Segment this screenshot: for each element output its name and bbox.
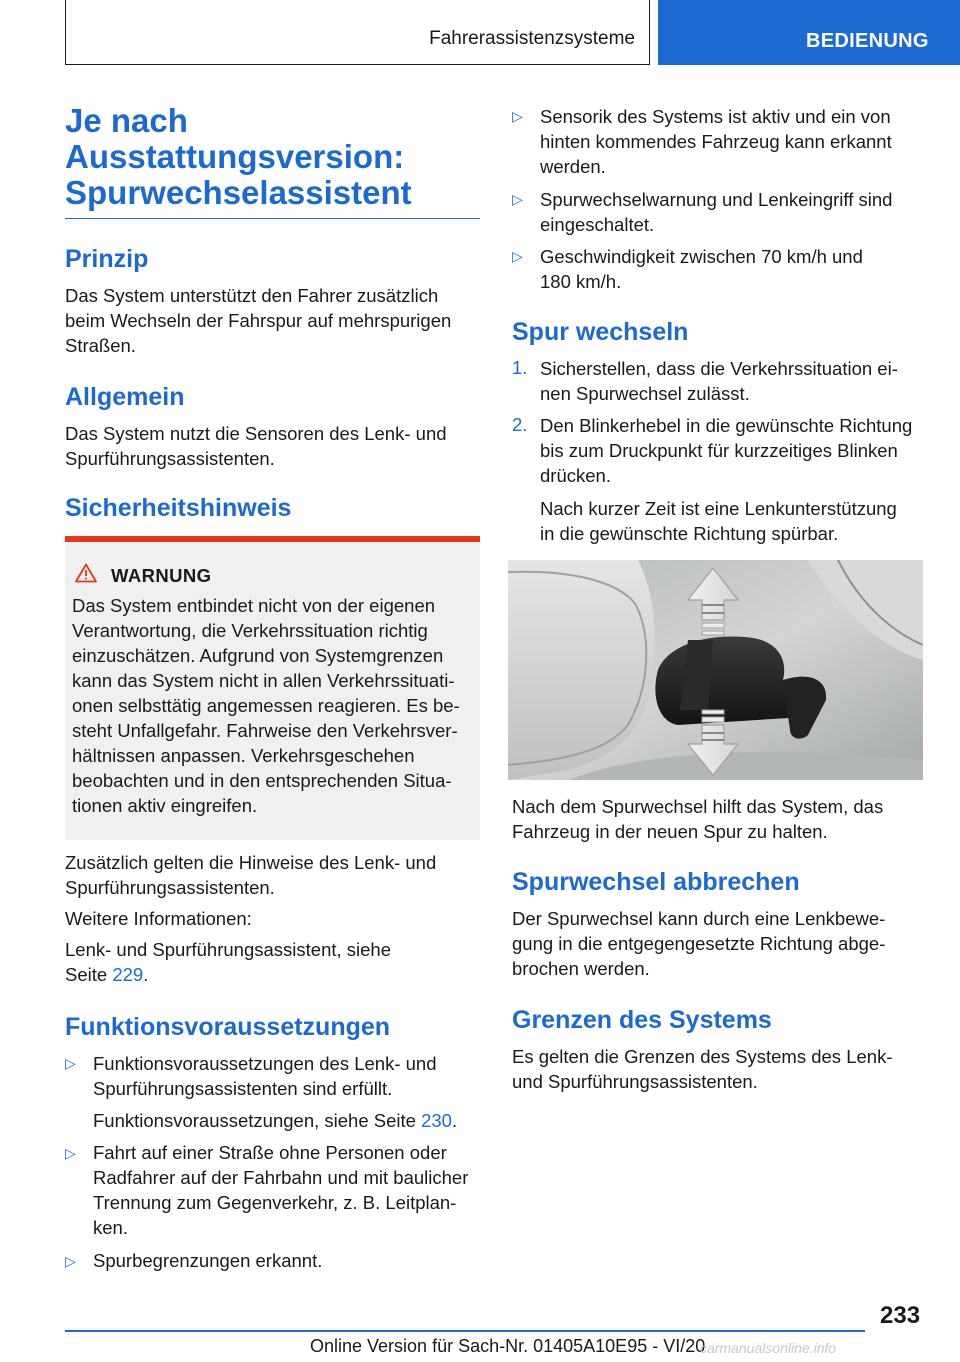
header-section-box (65, 0, 650, 65)
reference-suffix: . (451, 1110, 458, 1131)
abbrechen-line: brochen werden. (512, 958, 650, 979)
step-line: Den Blinkerhebel in die gewünschte Richtung (540, 415, 913, 436)
heading-grenzen: Grenzen des Systems (512, 1006, 772, 1034)
reference-lenkassistent (65, 937, 391, 987)
warning-text (72, 593, 477, 818)
allgemein-text (65, 421, 447, 471)
turn-signal-illustration (508, 560, 923, 780)
watermark: carmanualsonline.info (700, 1340, 837, 1356)
step-line: Sicherstellen, dass die Verkehrssituation ei‑ (540, 358, 898, 379)
reference-line: Lenk‑ und Spurführungsassistent, siehe (65, 939, 392, 960)
page-link-229[interactable]: 229 (112, 964, 144, 985)
step-note-line: Nach kurzer Zeit ist eine Lenkunterstützung (540, 498, 897, 519)
prinzip-line: Das System unterstützt den Fahrer zusätzlich (65, 285, 439, 306)
after-image-line: Fahrzeug in der neuen Spur zu halten. (512, 821, 828, 842)
bullet-triangle-icon: ▷ (512, 108, 523, 124)
list-line: ken. (93, 1217, 128, 1238)
header-section-title: Fahrerassistenzsysteme (429, 28, 635, 49)
abbrechen-line: Der Spurwechsel kann durch eine Lenkbewe‑ (512, 908, 886, 929)
allgemein-line: Das System nutzt die Sensoren des Lenk‑ und (65, 423, 447, 444)
warning-triangle-icon (75, 563, 97, 583)
step-line: drücken. (540, 465, 611, 486)
reference-line (65, 962, 391, 987)
bullet-triangle-icon: ▷ (65, 1145, 76, 1161)
page-link-230[interactable]: 230 (421, 1110, 452, 1131)
list-line: eingeschaltet. (540, 214, 655, 235)
footer-rule (65, 1330, 865, 1332)
list-line: Spurbegrenzungen erkannt. (93, 1250, 323, 1271)
warning-line: beobachten und in den entsprechenden Situa‑ (72, 770, 452, 791)
heading-prinzip: Prinzip (65, 245, 149, 273)
list-line: hinten kommendes Fahrzeug kann erkannt (540, 131, 892, 152)
heading-allgemein: Allgemein (65, 383, 185, 411)
list-line: 180 km/h. (540, 271, 622, 292)
grenzen-line: und Spurführungsassistenten. (512, 1071, 758, 1092)
after-image-line: Nach dem Spurwechsel hilft das System, das (512, 796, 884, 817)
title-line-3: Spurwechselassistent (65, 174, 412, 211)
heading-spurwechsel-abbrechen: Spurwechsel abbrechen (512, 868, 800, 896)
bullet-triangle-icon: ▷ (65, 1253, 76, 1269)
bullet-triangle-icon: ▷ (65, 1055, 76, 1071)
warning-line: onen selbsttätig angemessen reagieren. Es be‑ (72, 695, 460, 716)
reference-funktion (93, 1108, 488, 1133)
step-number: 1. (512, 357, 528, 378)
step-item (540, 356, 932, 406)
warning-bar (65, 536, 480, 542)
warning-line: Verantwortung, die Verkehrssituation richtig (72, 620, 428, 641)
list-item (93, 1140, 488, 1240)
list-line: Fahrt auf einer Straße ohne Personen oder (93, 1142, 447, 1163)
bullet-triangle-icon: ▷ (512, 191, 523, 207)
notes-line: Spurführungsassistenten. (65, 877, 275, 898)
page-number: 233 (880, 1302, 921, 1329)
reference-suffix: . (143, 964, 149, 985)
warning-line: tionen aktiv eingreifen. (72, 795, 258, 816)
additional-notes (65, 850, 436, 900)
footer-online-version: Online Version für Sach-Nr. 01405A10E95 - VI/20 (310, 1336, 706, 1356)
heading-sicherheitshinweis: Sicherheitshinweis (65, 494, 292, 522)
list-item (540, 104, 932, 179)
warning-line: einzuschätzen. Aufgrund von Systemgrenzen (72, 645, 444, 666)
abbrechen-line: gung in die entgegengesetzte Richtung abge‑ (512, 933, 886, 954)
heading-spur-wechseln: Spur wechseln (512, 318, 689, 346)
grenzen-line: Es gelten die Grenzen des Systems des Lenk‑ (512, 1046, 893, 1067)
notes-line: Zusätzlich gelten die Hinweise des Lenk‑ und (65, 852, 437, 873)
list-item (540, 244, 932, 294)
allgemein-line: Spurführungsassistenten. (65, 448, 275, 469)
list-item (540, 187, 932, 237)
list-item (93, 1248, 488, 1273)
step-item (540, 413, 940, 488)
prinzip-line: beim Wechseln der Fahrspur auf mehrspurigen (65, 310, 452, 331)
page-title (65, 103, 480, 211)
list-item (93, 1051, 488, 1101)
title-line-1: Je nach (65, 102, 188, 139)
list-line: Sensorik des Systems ist aktiv und ein von (540, 106, 891, 127)
step-line: bis zum Druckpunkt für kurzzeitiges Blinken (540, 440, 898, 461)
reference-prefix: Seite (65, 964, 108, 985)
warning-line: Das System entbindet nicht von der eigenen (72, 595, 436, 616)
turn-signal-lever-image (508, 560, 923, 780)
title-rule (65, 218, 480, 219)
header-chapter-label: BEDIENUNG (806, 30, 929, 52)
prinzip-text (65, 283, 451, 358)
list-line: Radfahrer auf der Fahrbahn und mit baulicher (93, 1167, 469, 1188)
step-note-line: in die gewünschte Richtung spürbar. (540, 523, 839, 544)
warning-title: WARNUNG (111, 565, 212, 586)
info-label: Weitere Informationen: (65, 908, 252, 929)
abbrechen-text (512, 906, 927, 981)
header-chapter-tab[interactable] (658, 0, 960, 65)
list-line: werden. (540, 156, 606, 177)
warning-line: hältnissen anpassen. Verkehrsgeschehen (72, 745, 415, 766)
reference-text: Funktionsvoraussetzungen, siehe Seite (93, 1110, 416, 1131)
list-line: Spurführungsassistenten sind erfüllt. (93, 1078, 393, 1099)
step-line: nen Spurwechsel zulässt. (540, 383, 750, 404)
heading-funktionsvoraussetzungen: Funktionsvoraussetzungen (65, 1013, 391, 1041)
list-line: Spurwechselwarnung und Lenkeingriff sind (540, 189, 893, 210)
warning-box (65, 536, 480, 840)
list-line: Geschwindigkeit zwischen 70 km/h und (540, 246, 863, 267)
warning-line: steht Unfallgefahr. Fahrweise den Verkehrsver‑ (72, 720, 458, 741)
warning-line: kann das System nicht in allen Verkehrssituati‑ (72, 670, 455, 691)
step-number: 2. (512, 414, 528, 435)
step-note (540, 496, 932, 546)
bullet-triangle-icon: ▷ (512, 248, 523, 264)
prinzip-line: Straßen. (65, 335, 136, 356)
after-image-text (512, 794, 927, 844)
title-line-2: Ausstattungsversion: (65, 138, 405, 175)
grenzen-text (512, 1044, 927, 1094)
list-line: Trennung zum Gegenverkehr, z. B. Leitplan‑ (93, 1192, 457, 1213)
list-line: Funktionsvoraussetzungen des Lenk‑ und (93, 1053, 437, 1074)
